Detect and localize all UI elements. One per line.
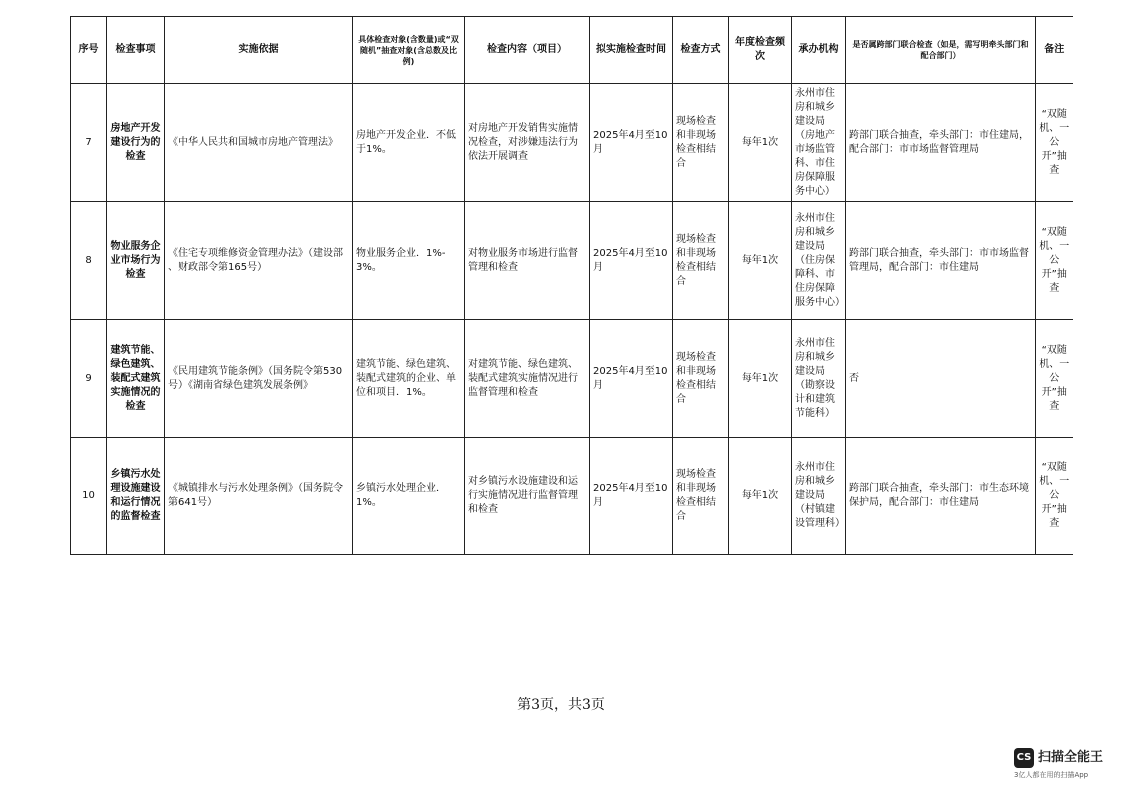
cell-agency: 永州市住房和城乡建设局（住房保障科、市住房保障服务中心） (792, 202, 846, 320)
cell-time: 2025年4月至10月 (590, 320, 673, 438)
cell-note: “双随机、一公开”抽查 (1036, 84, 1073, 202)
table-row (71, 202, 1073, 320)
cell-time: 2025年4月至10月 (590, 438, 673, 555)
page-number: 第3页，共3页 (517, 697, 605, 713)
watermark-name: 扫描全能王 (1038, 750, 1104, 765)
header-content: 检查内容（项目） (465, 17, 590, 84)
cell-freq: 每年1次 (729, 438, 792, 555)
cell-item: 物业服务企业市场行为检查 (107, 202, 165, 320)
cell-basis: 《中华人民共和国城市房地产管理法》 (165, 84, 353, 202)
cell-joint: 跨部门联合抽查，牵头部门：市住建局，配合部门：市市场监督管理局 (846, 84, 1036, 202)
header-agency: 承办机构 (792, 17, 846, 84)
cell-content: 对建筑节能、绿色建筑、装配式建筑实施情况进行监督管理和检查 (465, 320, 590, 438)
watermark-slogan: 3亿人都在用的扫描App (1014, 771, 1089, 779)
cell-agency: 永州市住房和城乡建设局（房地产市场监管科、市住房保障服务中心） (792, 84, 846, 202)
cell-joint: 跨部门联合抽查，牵头部门：市市场监督管理局，配合部门：市住建局 (846, 202, 1036, 320)
header-seq: 序号 (71, 17, 107, 84)
cell-target: 物业服务企业．1%-3%。 (353, 202, 465, 320)
scanner-watermark (1014, 748, 1118, 784)
header-note: 备注 (1036, 17, 1073, 84)
cell-content: 对乡镇污水设施建设和运行实施情况进行监督管理和检查 (465, 438, 590, 555)
cell-joint: 否 (846, 320, 1036, 438)
cell-method: 现场检查和非现场检查相结合 (673, 438, 729, 555)
header-item: 检查事项 (107, 17, 165, 84)
cell-time: 2025年4月至10月 (590, 84, 673, 202)
cell-note: “双随机、一公开”抽查 (1036, 320, 1073, 438)
cell-freq: 每年1次 (729, 320, 792, 438)
cell-joint: 跨部门联合抽查，牵头部门：市生态环境保护局，配合部门：市住建局 (846, 438, 1036, 555)
cell-time: 2025年4月至10月 (590, 202, 673, 320)
cell-content: 对物业服务市场进行监督管理和检查 (465, 202, 590, 320)
cell-note: “双随机、一公开”抽查 (1036, 438, 1073, 555)
cell-basis: 《住宅专项维修资金管理办法》（建设部 、财政部令第165号） (165, 202, 353, 320)
cell-basis: 《民用建筑节能条例》（国务院令第530号）《湖南省绿色建筑发展条例》 (165, 320, 353, 438)
cell-item: 房地产开发建设行为的检查 (107, 84, 165, 202)
cell-note: “双随机、一公开”抽查 (1036, 202, 1073, 320)
cell-freq: 每年1次 (729, 84, 792, 202)
table-row (71, 84, 1073, 202)
cell-target: 乡镇污水处理企业．1%。 (353, 438, 465, 555)
header-joint: 是否属跨部门联合检查（如是，需写明牵头部门和配合部门） (846, 17, 1036, 84)
cell-method: 现场检查和非现场检查相结合 (673, 202, 729, 320)
cell-content: 对房地产开发销售实施情况检查，对涉嫌违法行为依法开展调查 (465, 84, 590, 202)
cell-seq: 7 (71, 84, 107, 202)
cell-item: 建筑节能、绿色建筑、装配式建筑实施情况的检查 (107, 320, 165, 438)
cell-target: 房地产开发企业．不低于1%。 (353, 84, 465, 202)
cell-agency: 永州市住房和城乡建设局（村镇建设管理科） (792, 438, 846, 555)
cell-seq: 8 (71, 202, 107, 320)
cell-method: 现场检查和非现场检查相结合 (673, 320, 729, 438)
cell-agency: 永州市住房和城乡建设局（勘察设计和建筑节能科） (792, 320, 846, 438)
cell-seq: 9 (71, 320, 107, 438)
cell-target: 建筑节能、绿色建筑、装配式建筑的企业、单位和项目．1%。 (353, 320, 465, 438)
header-method: 检查方式 (673, 17, 729, 84)
camscanner-logo-icon: CS (1014, 748, 1034, 768)
header-time: 拟实施检查时间 (590, 17, 673, 84)
table-header-row (71, 17, 1073, 84)
cell-basis: 《城镇排水与污水处理条例》（国务院令第641号） (165, 438, 353, 555)
cell-method: 现场检查和非现场检查相结合 (673, 84, 729, 202)
table-row (71, 438, 1073, 555)
header-freq: 年度检查频次 (729, 17, 792, 84)
inspection-table (70, 16, 1073, 555)
cell-item: 乡镇污水处理设施建设和运行情况的监督检查 (107, 438, 165, 555)
cell-seq: 10 (71, 438, 107, 555)
header-target: 具体检查对象(含数量)或“双随机”抽查对象(含总数及比例) (353, 17, 465, 84)
table-row (71, 320, 1073, 438)
cell-freq: 每年1次 (729, 202, 792, 320)
header-basis: 实施依据 (165, 17, 353, 84)
